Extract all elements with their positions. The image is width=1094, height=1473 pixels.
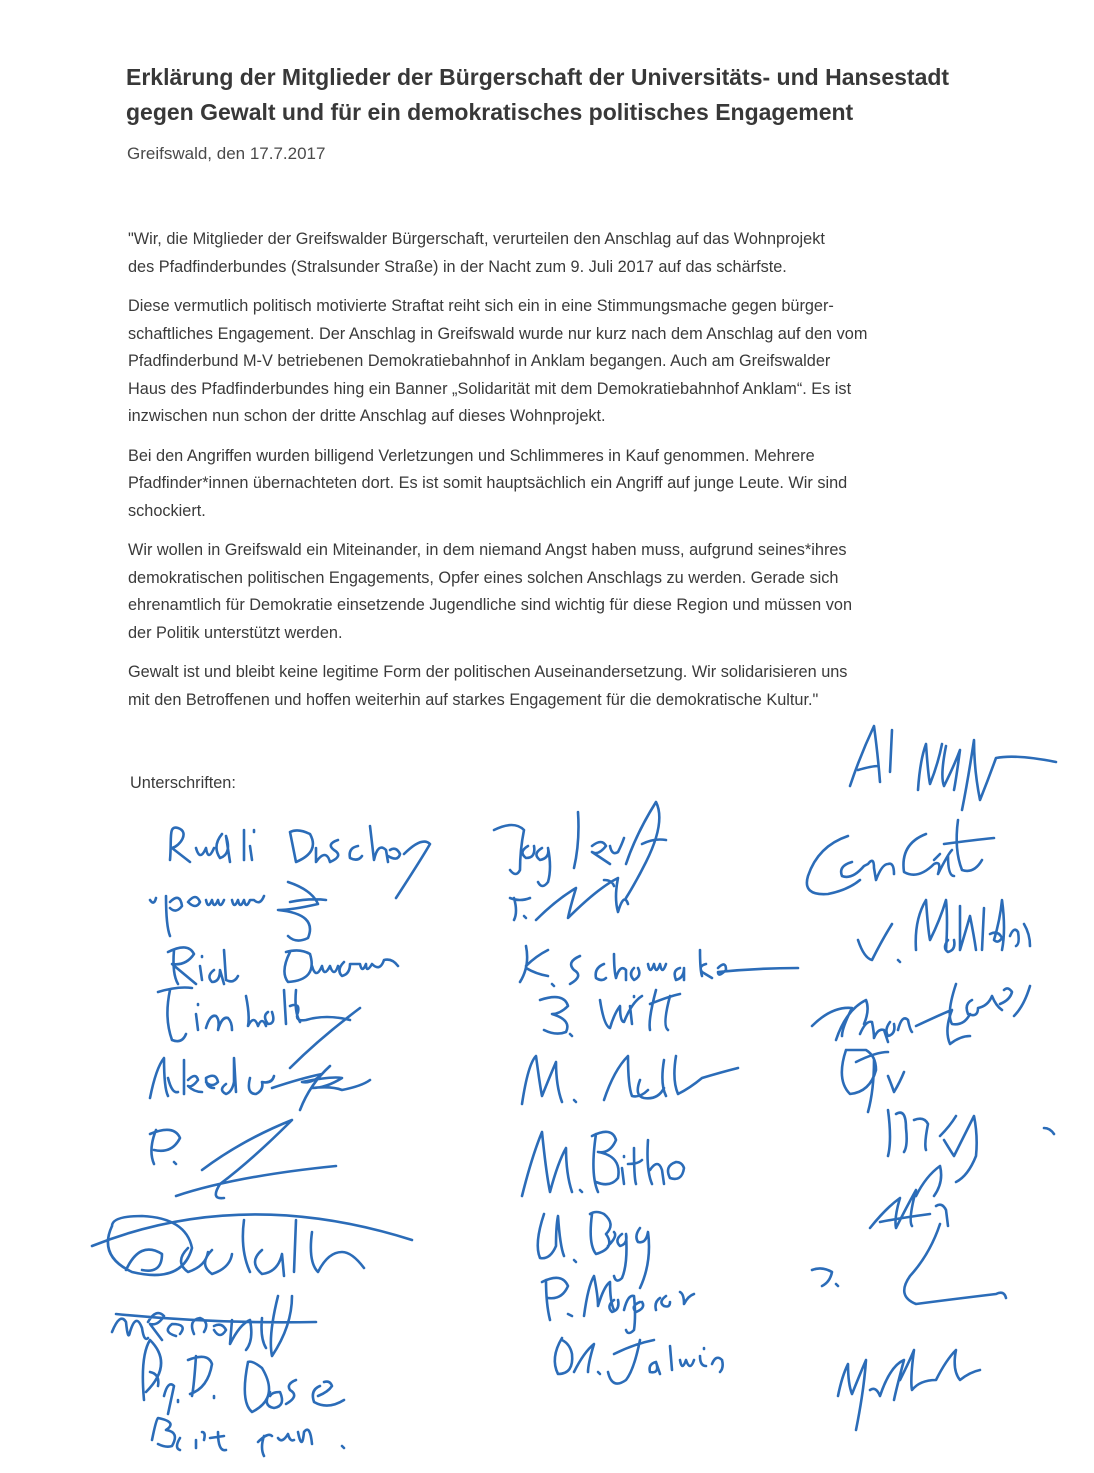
signature-scribble <box>904 1224 1006 1304</box>
signature-scribble <box>150 896 264 936</box>
signature-scribble <box>842 1050 904 1112</box>
text-line: schockiert. <box>128 501 206 520</box>
text-line: der Politik unterstützt werden. <box>128 623 343 642</box>
text-line: mit den Betroffenen und hoffen weiterhin auf starkes Engagement für die demokratische Kultur." <box>128 690 819 709</box>
signature-scribble <box>903 820 994 876</box>
text-line: des Pfadfinderbundes (Stralsunder Straße) in der Nacht zum 9. Juli 2017 auf das schärfste. <box>128 257 787 276</box>
signature-scribble <box>858 924 900 962</box>
signature-scribble <box>574 802 666 898</box>
signature-scribble <box>812 1000 970 1044</box>
text-line: ehrenamtlich für Demokratie einsetzende Jugendliche sind wichtig für diese Region und müssen von <box>128 596 853 614</box>
text-line: "Wir, die Mitglieder der Greifswalder Bürgerschaft, verurteilen den Anschlag auf das Wohnprojekt <box>128 230 825 248</box>
signature-scribble <box>278 882 326 941</box>
signature-scribble <box>494 825 550 886</box>
signature-scribble <box>245 1362 344 1412</box>
signature-scribble <box>284 950 398 982</box>
paragraph <box>128 226 988 281</box>
signature-scribble <box>918 740 1056 810</box>
signature-scribble <box>850 726 892 786</box>
signature-scribble <box>150 1058 236 1098</box>
paragraph <box>128 443 988 526</box>
document-title <box>126 60 1026 130</box>
text-line: schaftliches Engagement. Der Anschlag in Greifswald wurde nur kurz nach dem Anschlag auf den vom <box>128 324 868 343</box>
signature-scribble <box>112 1296 316 1356</box>
signature-scribble <box>542 1276 694 1333</box>
signature-scribble <box>916 900 1030 952</box>
signature-scribble <box>143 1340 214 1414</box>
signature-scribble <box>176 1120 336 1198</box>
place-date: Greifswald, den 17.7.2017 <box>127 144 326 163</box>
signature-scribble <box>536 878 628 920</box>
signature-scribble <box>522 1132 582 1196</box>
signature-scribble <box>290 826 430 898</box>
text-line: inzwischen nun schon der dritte Anschlag auf dieses Wohnprojekt. <box>128 407 606 425</box>
title-line: gegen Gewalt und für ein demokratisches politisches Engagement <box>126 99 854 125</box>
text-line: demokratischen politischen Engagements, Opfer eines solchen Anschlags zu werden. Gerade sich <box>128 568 839 587</box>
signature-scribble <box>170 828 254 862</box>
signature-scribble <box>812 1268 838 1286</box>
signature-scribble <box>604 1056 738 1100</box>
paragraph <box>128 537 988 647</box>
signature-scribble <box>838 1350 980 1430</box>
signature-scribble <box>555 1338 600 1374</box>
signature-scribble <box>888 1110 1054 1182</box>
signature-scribble <box>510 898 530 920</box>
signature-scribble <box>158 988 232 1042</box>
signature-scribble <box>522 1056 576 1104</box>
signature-scribble <box>608 1340 723 1384</box>
text-line: Haus des Pfadfinderbundes hing ein Banner „Solidarität mit dem Demokratiebahnhof Anklam“. Es ist <box>128 379 852 398</box>
statement-body <box>128 226 988 726</box>
signature-scribble <box>870 1166 948 1228</box>
signature-scribble <box>520 946 798 986</box>
title-line: Erklärung der Mitglieder der Bürgerschaft der Universitäts- und Hansestadt <box>126 64 950 90</box>
signatures-label: Unterschriften: <box>130 774 236 792</box>
signature-scribble <box>249 1008 370 1110</box>
text-line: Gewalt ist und bleibt keine legitime Form der politischen Auseinandersetzung. Wir solidarisieren uns <box>128 663 848 681</box>
signature-scribble <box>168 947 238 984</box>
text-line: Pfadfinderbund M-V betriebenen Demokratiebahnhof in Anklam begangen. Auch am Greifswalder <box>128 352 831 370</box>
signature-scribble <box>807 836 894 894</box>
text-line: Diese vermutlich politisch motivierte Straftat reiht sich ein in eine Stimmungsmache gegen bürger- <box>128 297 834 315</box>
signature-scribble <box>246 990 350 1026</box>
paragraph <box>128 659 988 714</box>
signature-scribble <box>600 990 680 1030</box>
text-line: Wir wollen in Greifswald ein Miteinander, in dem niemand Angst haben muss, aufgrund seines*ihres <box>128 541 847 559</box>
signature-scribble <box>592 1132 684 1192</box>
text-line: Pfadfinder*innen übernachteten dort. Es ist somit hauptsächlich ein Angriff auf junge Leute. Wir sind <box>128 474 848 492</box>
signature-scribble <box>92 1214 412 1276</box>
signature-scribble <box>150 1130 180 1164</box>
signature-scribble <box>152 1418 344 1456</box>
signature-scribble <box>590 1212 649 1288</box>
signature-scribble <box>540 997 572 1036</box>
signature-scribble <box>950 984 1030 1024</box>
text-line: Bei den Angriffen wurden billigend Verletzungen und Schlimmeres in Kauf genommen. Mehrere <box>128 446 815 465</box>
paragraph <box>128 293 988 431</box>
signature-scribble <box>538 1214 576 1262</box>
